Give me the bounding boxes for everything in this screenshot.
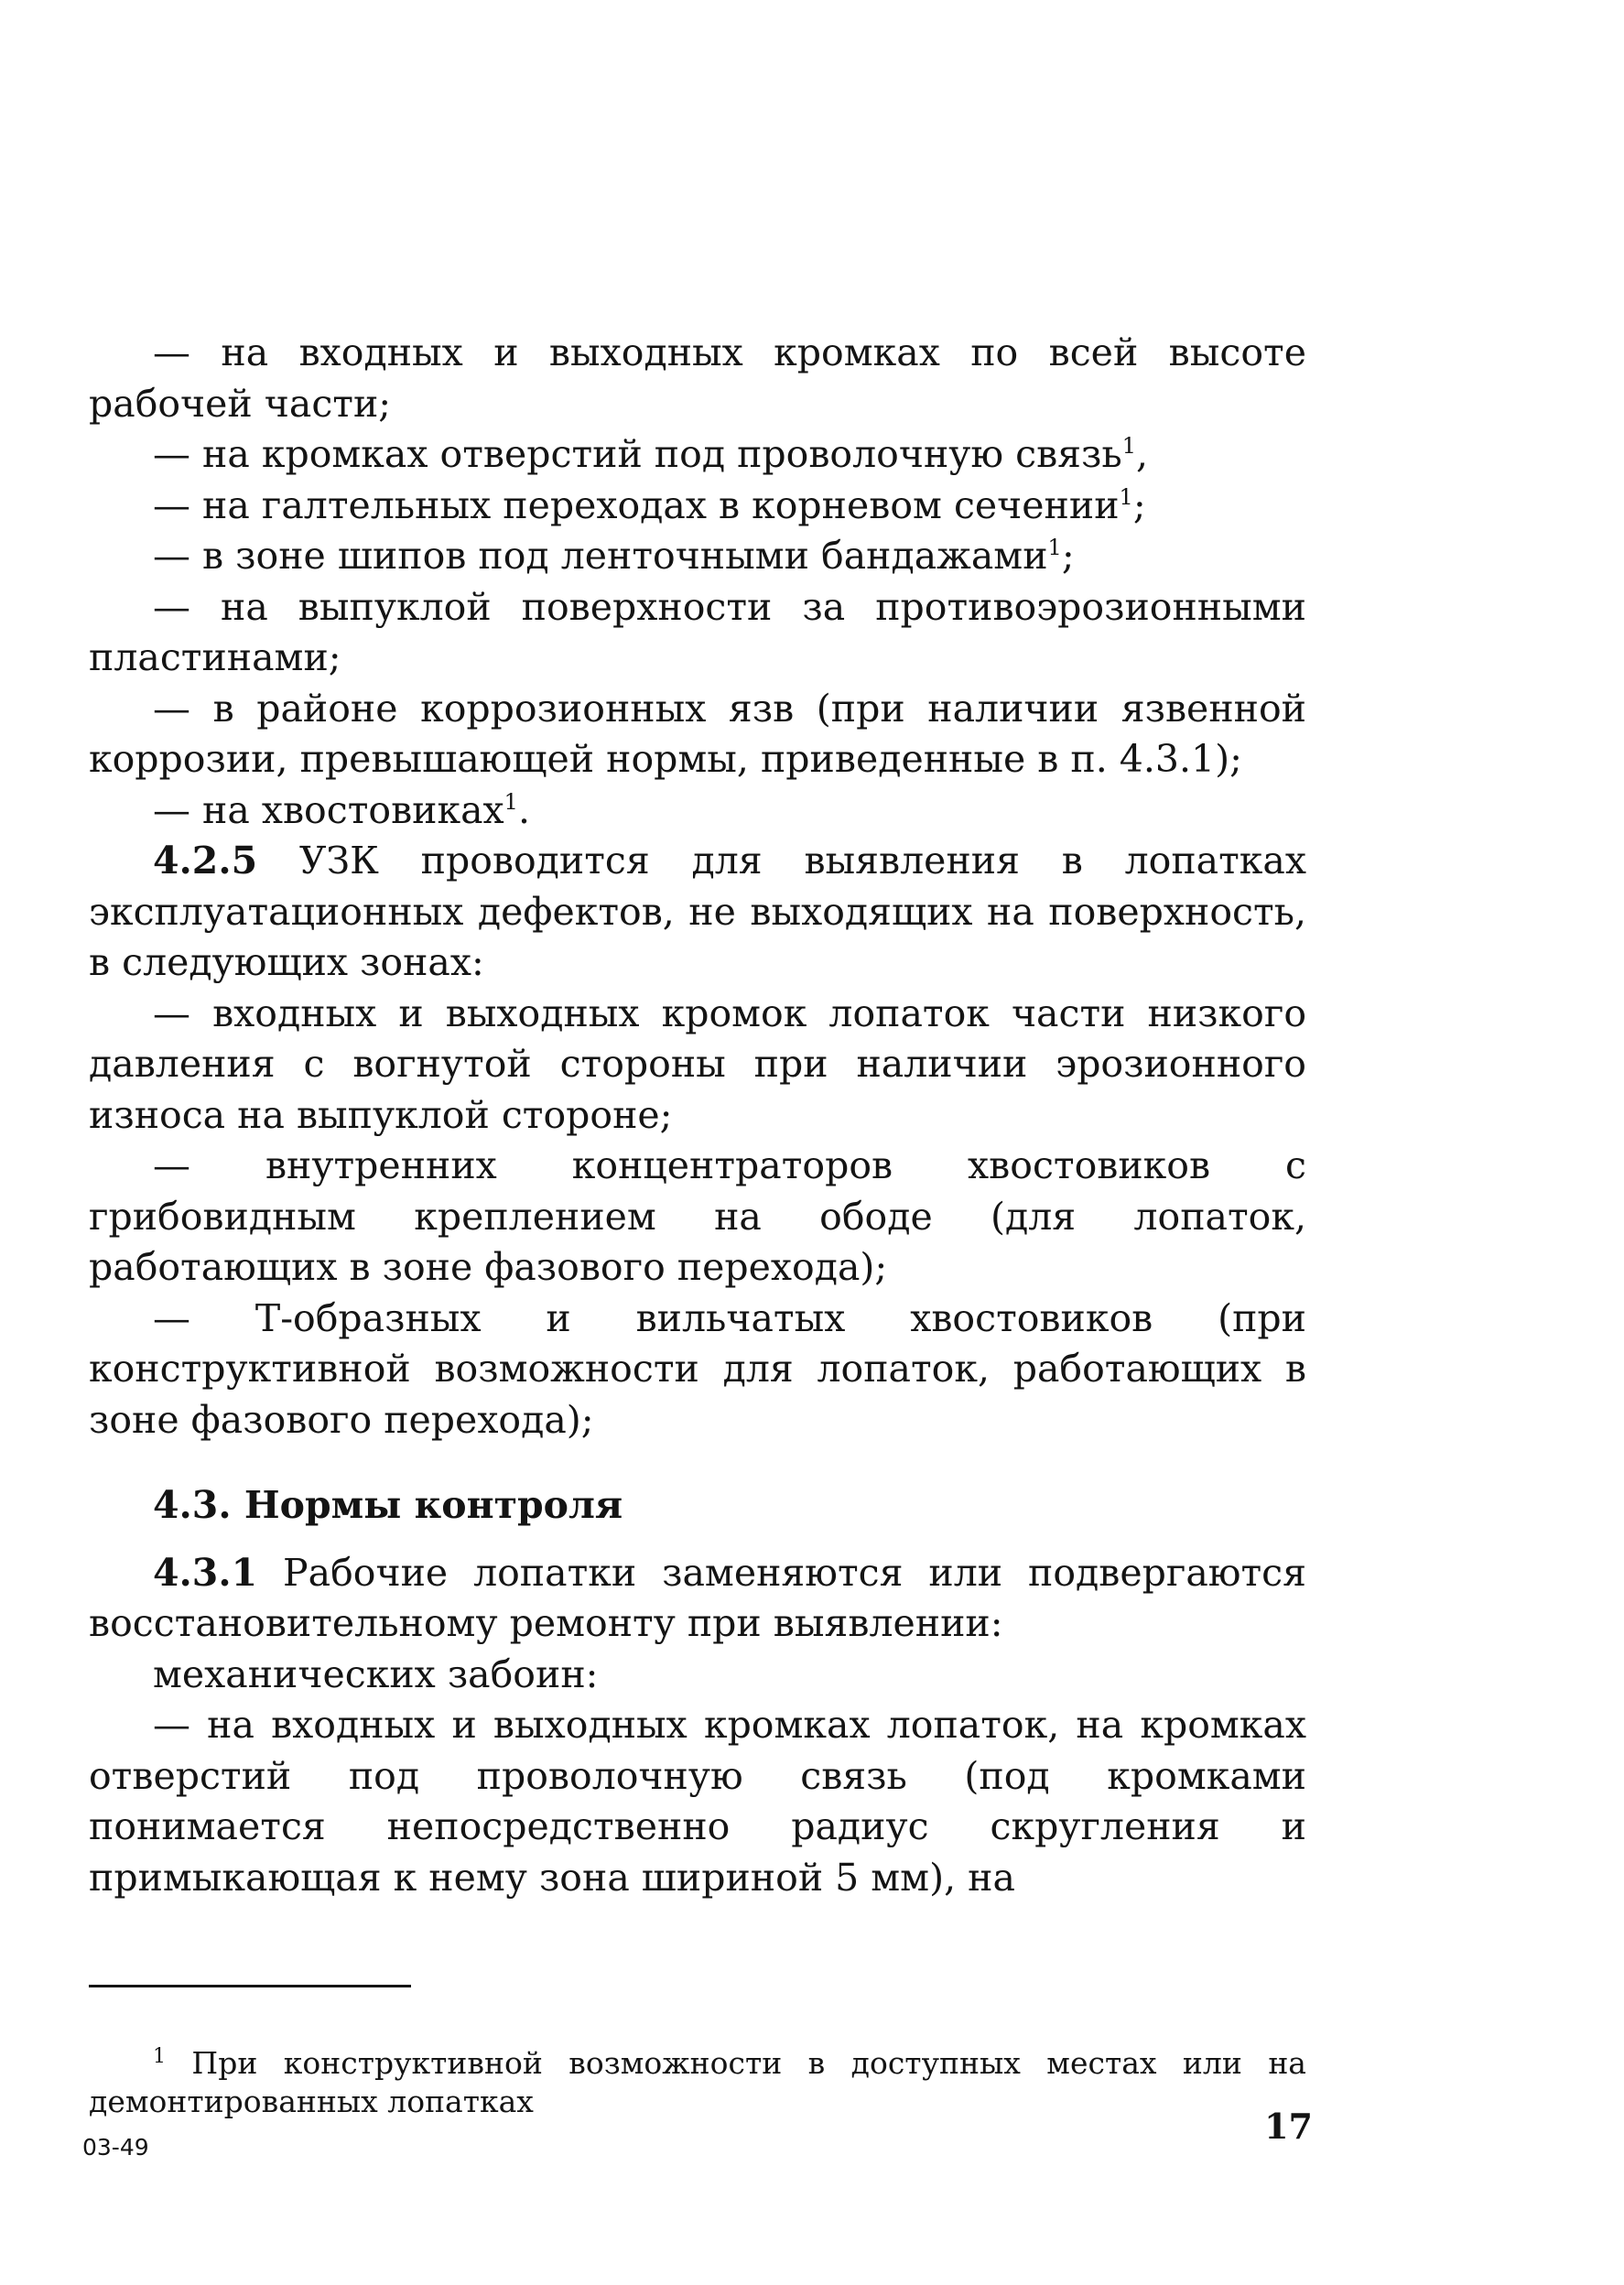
paragraph-text: УЗК проводится для выявления в лопатках эксплуатационных дефектов, не выходящих на поверхность, в следующих зонах: bbox=[89, 839, 1306, 984]
list-item-text: в районе коррозионных язв (при наличии язвенной коррозии, превышающей нормы, приведенные в п. 4.3.1); bbox=[89, 686, 1306, 781]
list-item bbox=[89, 582, 1306, 684]
list-item bbox=[89, 785, 1306, 837]
list-item bbox=[89, 684, 1306, 785]
list-item bbox=[89, 1700, 1306, 1903]
paragraph-4-3-1 bbox=[89, 1548, 1306, 1650]
footnote bbox=[89, 2044, 1306, 2121]
list-item-text: на выпуклой поверхности за противоэрозионными пластинами; bbox=[89, 584, 1306, 679]
list-item bbox=[89, 1294, 1306, 1446]
footnote-ref: 1 bbox=[1047, 535, 1062, 560]
page-number: 17 bbox=[1264, 2106, 1313, 2147]
list-item-text: на входных и выходных кромках лопаток, на кромках отверстий под проволочную связь (под кромками понимается непосредственно радиус скругления и примыкающая к нему зона шириной 5 мм), на bbox=[89, 1703, 1306, 1900]
list-item-text: на галтельных переходах в корневом сечении bbox=[202, 482, 1120, 527]
footnote-ref: 1 bbox=[1121, 433, 1137, 459]
section-heading: 4.3. Нормы контроля bbox=[153, 1483, 623, 1527]
clause-number: 4.3.1 bbox=[153, 1550, 258, 1595]
list-item-text: внутренних концентраторов хвостовиков с грибовидным креплением на ободе (для лопаток, работающих в зоне фазового перехода); bbox=[89, 1143, 1306, 1289]
document-code: 03-49 bbox=[82, 2134, 149, 2160]
subheading: механических забоин: bbox=[153, 1651, 599, 1696]
clause-number: 4.2.5 bbox=[153, 839, 258, 883]
list-item bbox=[89, 1141, 1306, 1294]
paragraph-4-2-5 bbox=[89, 836, 1306, 989]
footnote-ref: 1 bbox=[1119, 483, 1133, 510]
list-item bbox=[89, 989, 1306, 1142]
footnote-text: При конструктивной возможности в доступных местах или на демонтированных лопатках bbox=[89, 2045, 1306, 2119]
list-item bbox=[89, 328, 1306, 429]
list-item-text: на хвостовиках bbox=[202, 787, 504, 832]
punctuation: ; bbox=[1061, 534, 1075, 578]
list-item-text: входных и выходных кромок лопаток части низкого давления с вогнутой стороны при наличии эрозионного износа на выпуклой стороне; bbox=[89, 991, 1306, 1137]
list-item-text: Т-образных и вильчатых хвостовиков (при конструктивной возможности для лопаток, работающих в зоне фазового перехода); bbox=[89, 1295, 1306, 1442]
main-text bbox=[89, 328, 1306, 1903]
list-item-text: на входных и выходных кромках по всей высоте рабочей части; bbox=[89, 330, 1306, 426]
list-item bbox=[89, 481, 1306, 532]
list-item bbox=[89, 429, 1306, 481]
list-item bbox=[89, 531, 1306, 582]
list-item-text: в зоне шипов под ленточными бандажами bbox=[202, 534, 1048, 578]
punctuation: , bbox=[1136, 432, 1149, 476]
punctuation: ; bbox=[1132, 482, 1146, 527]
list-item-text: на кромках отверстий под проволочную связь bbox=[202, 432, 1122, 476]
footnote-ref: 1 bbox=[503, 788, 518, 815]
footnote-mark: 1 bbox=[153, 2045, 166, 2068]
punctuation: . bbox=[517, 787, 530, 832]
footnote-divider bbox=[89, 1985, 411, 1987]
paragraph-text: Рабочие лопатки заменяются или подвергаются восстановительному ремонту при выявлении: bbox=[89, 1550, 1306, 1645]
